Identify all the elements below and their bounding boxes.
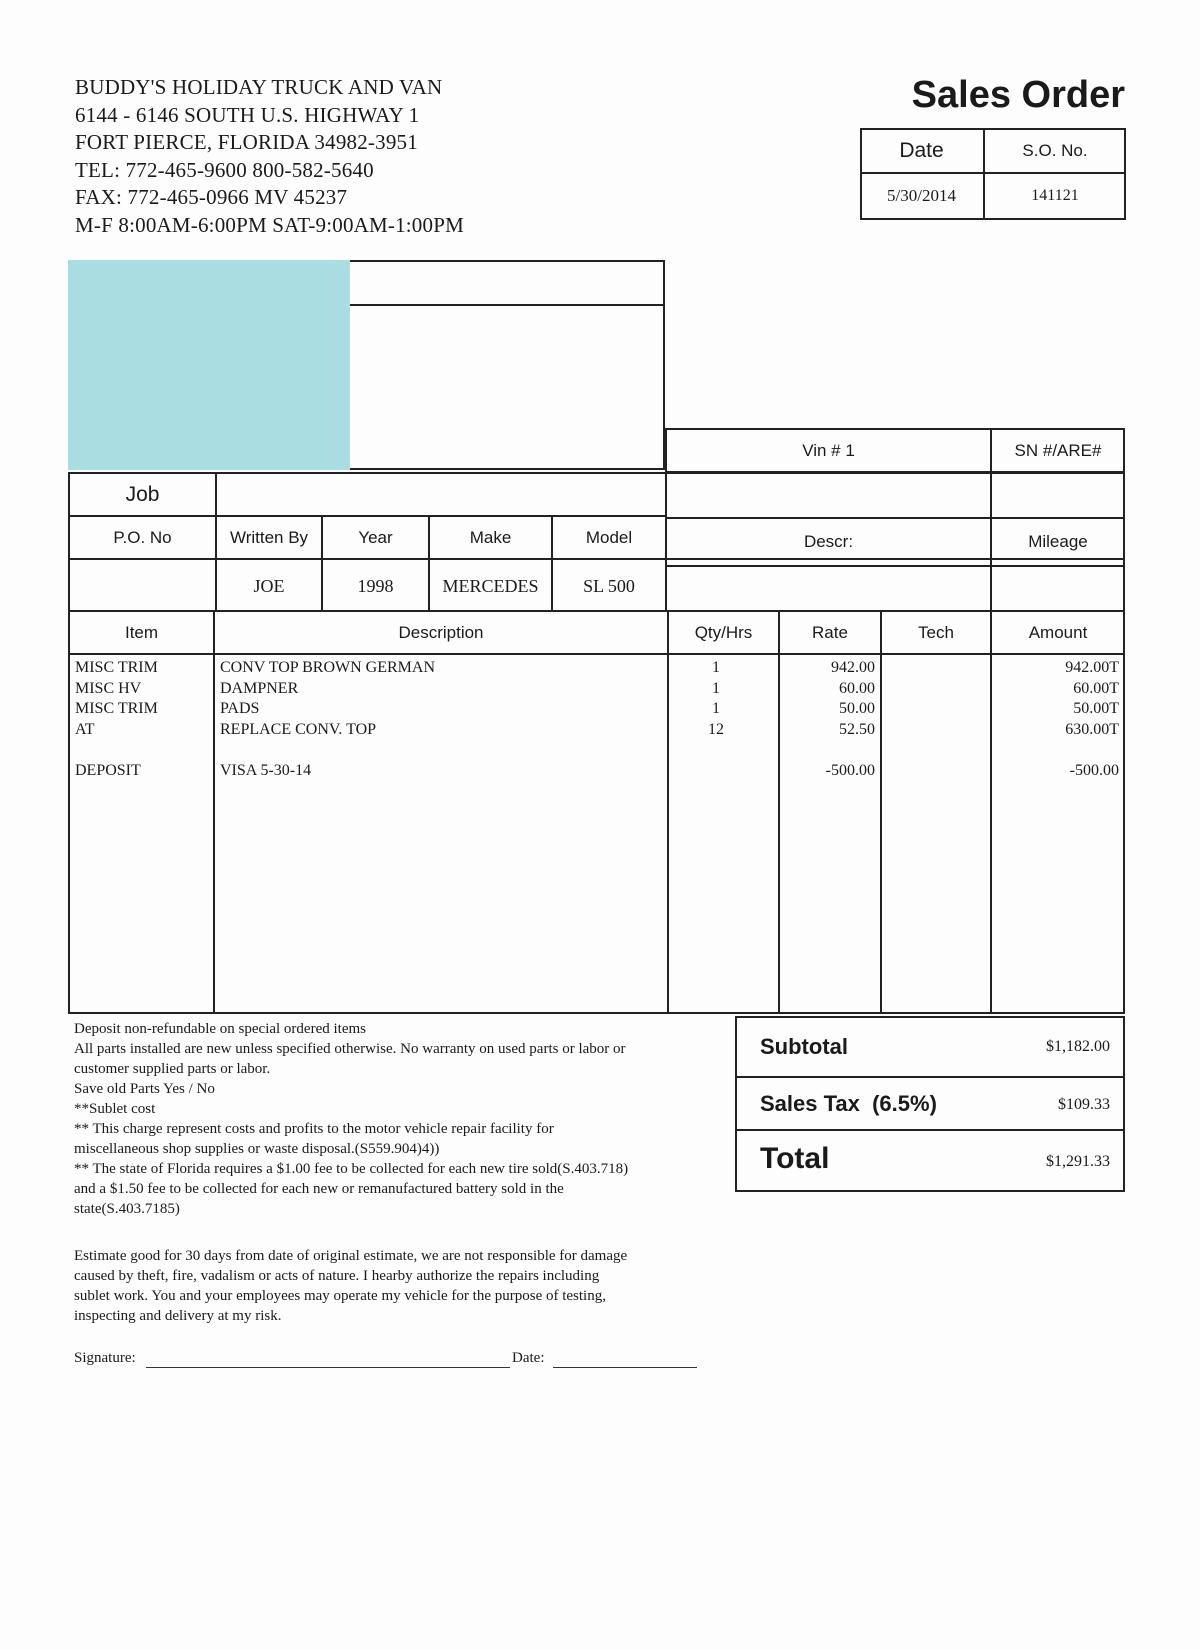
line-qty: 1 xyxy=(712,679,720,697)
company-block xyxy=(75,74,464,239)
line-amount: 942.00T xyxy=(1065,659,1119,676)
line-description: REPLACE CONV. TOP xyxy=(220,720,377,738)
line-rate: 52.50 xyxy=(839,720,875,738)
estimate-line: caused by theft, fire, vadalism or acts of nature. I hearby authorize the repairs including xyxy=(74,1268,600,1284)
line-description: CONV TOP BROWN GERMAN xyxy=(220,659,435,676)
line-amount xyxy=(992,740,1119,761)
company-phone: TEL: 772-465-9600 800-582-5640 xyxy=(75,157,374,182)
line-amount: 60.00T xyxy=(1073,679,1119,697)
line-description: VISA 5-30-14 xyxy=(220,761,312,779)
mileage-label: Mileage xyxy=(1028,532,1088,551)
line-tech xyxy=(882,658,990,679)
terms-line: state(S.403.7185) xyxy=(74,1201,180,1217)
terms-line: ** The state of Florida requires a $1.00 fee to be collected for each new tire sold(S.403.718) xyxy=(74,1161,629,1177)
document-title: Sales Order xyxy=(911,74,1125,116)
estimate-line: sublet work. You and your employees may operate my vehicle for the purpose of testing, xyxy=(74,1288,606,1304)
signature-line[interactable] xyxy=(146,1367,510,1368)
company-fax: FAX: 772-465-0966 MV 45237 xyxy=(75,185,348,209)
model-value: SL 500 xyxy=(583,575,635,596)
item-column xyxy=(75,658,211,781)
line-amount: 630.00T xyxy=(1065,720,1119,738)
year-label: Year xyxy=(358,527,393,547)
line-rate: 60.00 xyxy=(839,679,875,697)
description-column xyxy=(220,658,660,781)
date-label: Date xyxy=(899,139,944,162)
line-qty: 12 xyxy=(708,720,724,738)
descr-value xyxy=(667,567,990,612)
total-label: Total xyxy=(760,1142,830,1175)
rate-column xyxy=(780,658,875,781)
company-address-1: 6144 - 6146 SOUTH U.S. HIGHWAY 1 xyxy=(75,102,420,127)
company-hours: M-F 8:00AM-6:00PM SAT-9:00AM-1:00PM xyxy=(75,212,464,237)
line-tech xyxy=(882,720,990,741)
descr-label: Descr: xyxy=(803,532,854,551)
terms-line: ** This charge represent costs and profits to the motor vehicle repair facility for xyxy=(74,1121,554,1137)
item-header: Item xyxy=(124,622,159,642)
so-number: 141121 xyxy=(1031,187,1079,204)
description-header: Description xyxy=(398,622,484,642)
line-tech xyxy=(882,761,990,782)
line-item: MISC TRIM xyxy=(75,700,158,717)
subtotal-label: Subtotal xyxy=(760,1034,848,1059)
order-date: 5/30/2014 xyxy=(887,186,956,205)
terms-line: Deposit non-refundable on special ordered items xyxy=(74,1021,366,1037)
line-item: DEPOSIT xyxy=(75,761,141,779)
make-value: MERCEDES xyxy=(442,575,539,596)
line-amount: 50.00T xyxy=(1073,700,1119,717)
line-rate: -500.00 xyxy=(825,761,875,779)
amount-column xyxy=(992,658,1119,781)
tech-header: Tech xyxy=(918,622,954,642)
line-qty: 1 xyxy=(712,659,720,676)
company-name: BUDDY'S HOLIDAY TRUCK AND VAN xyxy=(75,75,443,99)
tech-column xyxy=(882,658,990,781)
line-qty: 1 xyxy=(712,700,720,717)
signature-date-line[interactable] xyxy=(553,1367,697,1368)
qty-header: Qty/Hrs xyxy=(694,622,753,642)
line-tech xyxy=(882,740,990,761)
redaction-block xyxy=(68,260,350,470)
po-value xyxy=(70,560,215,612)
signature-date-label: Date: xyxy=(512,1350,545,1366)
year-value: 1998 xyxy=(357,575,394,596)
qty-column xyxy=(669,658,763,781)
signature-label: Signature: xyxy=(74,1350,136,1366)
written-by-label: Written By xyxy=(229,527,309,547)
sales-tax-value: $109.33 xyxy=(1058,1096,1110,1113)
written-by-value: JOE xyxy=(253,575,285,596)
terms-block xyxy=(74,1019,734,1219)
line-item xyxy=(75,740,211,761)
line-tech xyxy=(882,679,990,700)
estimate-line: inspecting and delivery at my risk. xyxy=(74,1308,282,1324)
line-rate: 942.00 xyxy=(831,659,875,676)
line-qty xyxy=(669,740,763,761)
line-qty xyxy=(669,761,763,782)
po-label: P.O. No xyxy=(113,527,172,547)
line-rate: 50.00 xyxy=(839,700,875,717)
company-address-2: FORT PIERCE, FLORIDA 34982-3951 xyxy=(75,130,418,154)
estimate-line: Estimate good for 30 days from date of original estimate, we are not responsible for damage xyxy=(74,1248,628,1264)
vin-label: Vin # 1 xyxy=(802,440,855,460)
line-description xyxy=(220,740,660,761)
estimate-block xyxy=(74,1246,734,1326)
sales-tax-label: Sales Tax (6.5%) xyxy=(760,1091,937,1116)
terms-line: All parts installed are new unless specified otherwise. No warranty on used parts or labor or xyxy=(74,1041,626,1057)
terms-line: **Sublet cost xyxy=(74,1101,156,1117)
amount-header: Amount xyxy=(1028,622,1088,642)
so-label: S.O. No. xyxy=(1022,141,1088,160)
terms-line: customer supplied parts or labor. xyxy=(74,1061,271,1077)
model-label: Model xyxy=(585,527,633,547)
mileage-value xyxy=(992,567,1124,612)
make-label: Make xyxy=(469,527,512,547)
subtotal-value: $1,182.00 xyxy=(1046,1038,1110,1055)
terms-line: and a $1.50 fee to be collected for each new or remanufactured battery sold in the xyxy=(74,1181,564,1197)
line-description: DAMPNER xyxy=(220,679,299,697)
sn-label: SN #/ARE# xyxy=(1014,440,1102,460)
line-tech xyxy=(882,699,990,720)
total-value: $1,291.33 xyxy=(1046,1153,1110,1170)
terms-line: miscellaneous shop supplies or waste disposal.(S559.904)4)) xyxy=(74,1141,440,1157)
line-item: AT xyxy=(75,720,95,738)
line-item: MISC HV xyxy=(75,679,142,697)
rate-header: Rate xyxy=(812,622,848,642)
line-rate xyxy=(780,740,875,761)
line-description: PADS xyxy=(220,700,260,717)
terms-line: Save old Parts Yes / No xyxy=(74,1081,215,1097)
job-label: Job xyxy=(125,482,160,506)
line-item: MISC TRIM xyxy=(75,659,158,676)
line-amount: -500.00 xyxy=(1069,761,1119,779)
